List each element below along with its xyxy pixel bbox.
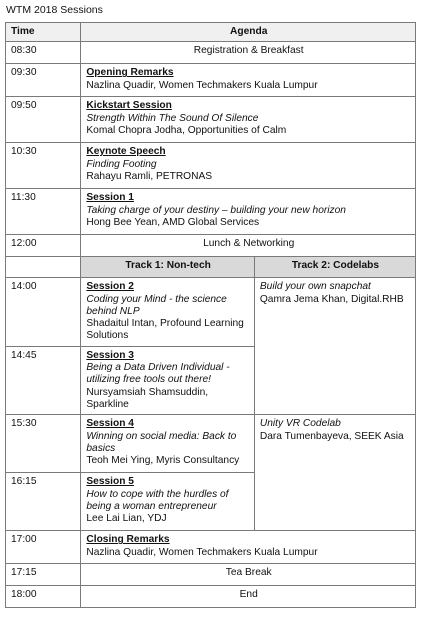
table-row xyxy=(6,586,416,608)
codelab-cell xyxy=(254,415,415,531)
agenda-cell xyxy=(81,415,254,473)
agenda-cell: End xyxy=(81,586,416,608)
table-row xyxy=(6,235,416,257)
time-cell: 09:30 xyxy=(6,64,81,97)
session-title: Session 1 xyxy=(86,192,134,204)
time-cell: 12:00 xyxy=(6,235,81,257)
session-speaker: Lee Lai Lian, YDJ xyxy=(86,513,167,525)
session-title: Session 5 xyxy=(86,476,134,488)
agenda-cell xyxy=(81,346,254,414)
schedule-table xyxy=(5,22,416,608)
time-cell: 14:45 xyxy=(6,346,81,414)
table-row xyxy=(6,97,416,143)
track1-header: Track 1: Non-tech xyxy=(81,257,254,278)
session-subtitle: Being a Data Driven Individual - utilizing free tools out there! xyxy=(86,362,230,386)
session-title: Keynote Speech xyxy=(86,146,166,158)
session-subtitle: Strength Within The Sound Of Silence xyxy=(86,112,259,124)
table-row xyxy=(6,42,416,64)
time-cell: 15:30 xyxy=(6,415,81,473)
time-cell: 09:50 xyxy=(6,97,81,143)
codelab-speaker: Dara Tumenbayeva, SEEK Asia xyxy=(259,430,404,442)
codelab-cell xyxy=(254,278,415,415)
agenda-cell xyxy=(81,189,416,235)
session-speaker: Komal Chopra Jodha, Opportunities of Calm xyxy=(86,124,287,136)
agenda-cell: Lunch & Networking xyxy=(81,235,416,257)
agenda-cell xyxy=(81,64,416,97)
time-cell: 17:00 xyxy=(6,531,81,564)
agenda-cell xyxy=(81,97,416,143)
agenda-cell: Registration & Breakfast xyxy=(81,42,416,64)
header-row xyxy=(6,23,416,42)
agenda-cell xyxy=(81,278,254,346)
session-title: Session 2 xyxy=(86,281,134,293)
session-title: Session 4 xyxy=(86,418,134,430)
time-cell: 08:30 xyxy=(6,42,81,64)
time-cell: 17:15 xyxy=(6,564,81,586)
session-subtitle: Finding Footing xyxy=(86,158,157,170)
time-cell: 10:30 xyxy=(6,143,81,189)
session-subtitle: Winning on social media: Back to basics xyxy=(86,430,237,454)
track-header-row xyxy=(6,257,416,278)
table-row xyxy=(6,278,416,346)
track-spacer xyxy=(6,257,81,278)
table-row xyxy=(6,531,416,564)
table-row xyxy=(6,64,416,97)
table-row xyxy=(6,564,416,586)
session-speaker: Nazlina Quadir, Women Techmakers Kuala Lumpur xyxy=(86,79,318,91)
session-speaker: Nursyamsiah Shamsuddin, Sparkline xyxy=(86,386,209,410)
codelab-speaker: Qamra Jema Khan, Digital.RHB xyxy=(259,293,404,305)
session-title: Session 3 xyxy=(86,349,134,361)
session-speaker: Teoh Mei Ying, Myris Consultancy xyxy=(86,455,240,467)
session-speaker: Shadaitul Intan, Profound Learning Solutions xyxy=(86,318,244,342)
time-cell: 11:30 xyxy=(6,189,81,235)
codelab-title: Unity VR Codelab xyxy=(259,418,341,430)
table-row xyxy=(6,143,416,189)
session-subtitle: How to cope with the hurdles of being a woman entrepreneur xyxy=(86,488,229,512)
table-row xyxy=(6,189,416,235)
session-speaker: Rahayu Ramli, PETRONAS xyxy=(86,170,213,182)
session-speaker: Hong Bee Yean, AMD Global Services xyxy=(86,216,260,228)
agenda-cell: Tea Break xyxy=(81,564,416,586)
agenda-cell xyxy=(81,531,416,564)
time-cell: 18:00 xyxy=(6,586,81,608)
header-time: Time xyxy=(6,23,81,42)
time-cell: 16:15 xyxy=(6,473,81,531)
time-cell: 14:00 xyxy=(6,278,81,346)
agenda-cell xyxy=(81,143,416,189)
session-subtitle: Coding your Mind - the science behind NLP xyxy=(86,293,227,317)
session-title: Opening Remarks xyxy=(86,67,174,79)
track2-header: Track 2: Codelabs xyxy=(254,257,415,278)
session-title: Kickstart Session xyxy=(86,100,172,112)
agenda-cell xyxy=(81,473,254,531)
header-agenda: Agenda xyxy=(81,23,416,42)
session-title: Closing Remarks xyxy=(86,534,170,546)
session-subtitle: Taking charge of your destiny – building your new horizon xyxy=(86,204,346,216)
document-title: WTM 2018 Sessions xyxy=(6,4,103,16)
table-row xyxy=(6,415,416,473)
codelab-title: Build your own snapchat xyxy=(259,281,371,293)
session-speaker: Nazlina Quadir, Women Techmakers Kuala Lumpur xyxy=(86,546,318,558)
